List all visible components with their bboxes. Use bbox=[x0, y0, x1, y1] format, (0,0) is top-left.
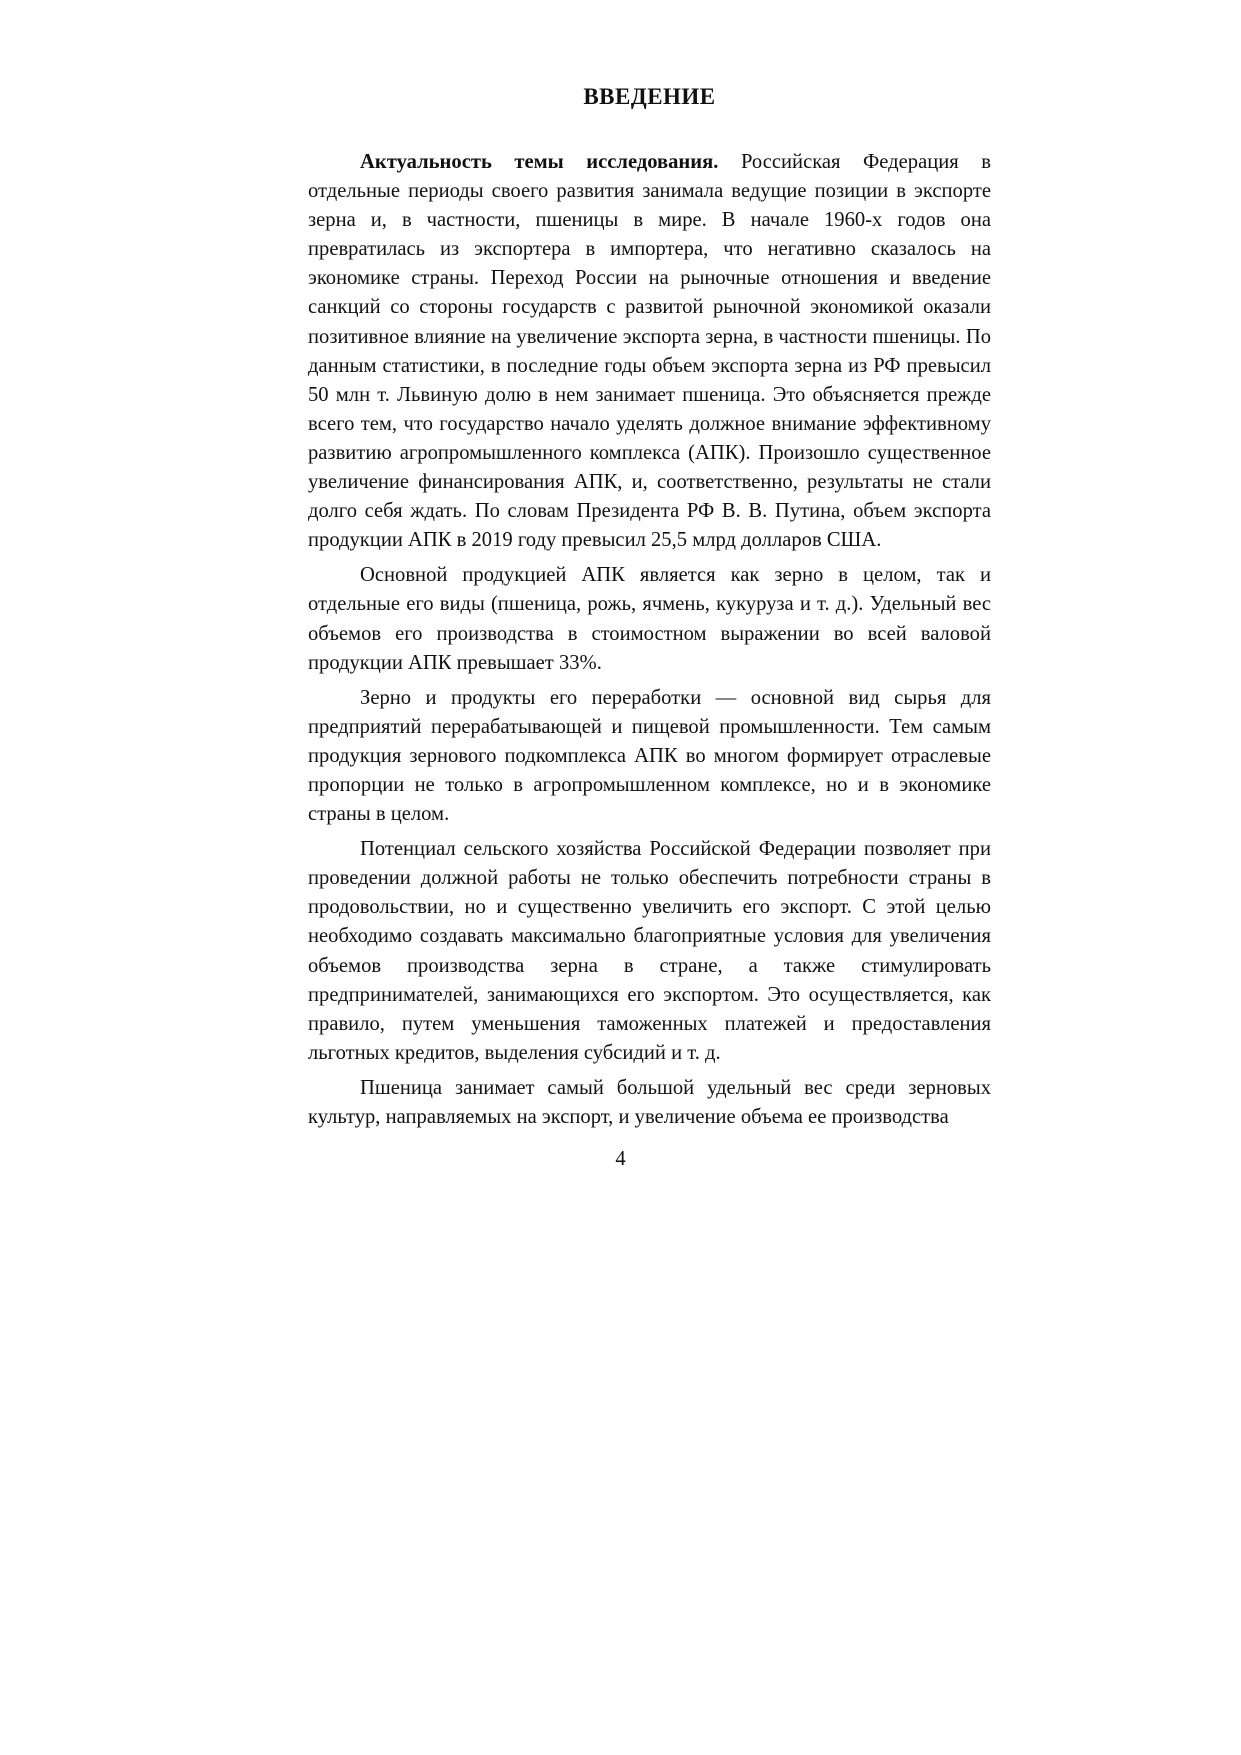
paragraph-relevance bbox=[308, 148, 991, 555]
paragraph-main-products: Основной продукцией АПК является как зерно в целом, так и отдельные его виды (пшеница, рожь, ячмень, кукуруза и т. д.). Удельный вес объемов его производства в стоимостном выражении во всей валовой продукции АПК превышает 33%. bbox=[308, 564, 991, 674]
paragraph-text: Российская Федерация в отдельные периоды своего развития занимала ведущие позиции в экспорте зерна и, в частности, пшеницы в мире. В начале 1960-х годов она превратилась из экспортера в импортера, что негативно сказалось на экономике страны. Переход России на рыночные отношения и введение санкций со стороны государств с развитой рыночной экономикой оказали позитивное влияние на увеличение экспорта зерна, в частности пшеницы. По данным статистики, в последние годы объем экспорта зерна из РФ превысил 50 млн т. Львиную долю в нем занимает пшеница. Это объясняется прежде всего тем, что государство начало уделять должное внимание эффективному развитию агропромышленного комплекса (АПК). Произошло существенное увеличение финансирования АПК, и, соответственно, результаты не стали долго себя ждать. По словам Президента РФ В. В. Путина, объем экспорта продукции АПК в 2019 году превысил 25,5 млрд долларов США. bbox=[308, 151, 991, 552]
paragraph-lead: Актуальность темы исследования. bbox=[360, 151, 719, 173]
section-heading: ВВЕДЕНИЕ bbox=[583, 84, 716, 109]
paragraph-agriculture-potential: Потенциал сельского хозяйства Российской Федерации позволяет при проведении должной работы не только обеспечить потребности страны в продовольствии, но и существенно увеличить его экспорт. С этой целью необходимо создавать максимально благоприятные условия для увеличения объемов производства зерна в стране, а также стимулировать предпринимателей, занимающихся его экспортом. Это осуществляется, как правило, путем уменьшения таможенных платежей и предоставления льготных кредитов, выделения субсидий и т. д. bbox=[308, 838, 991, 1064]
document-page bbox=[308, 70, 991, 1138]
paragraph-wheat: Пшеница занимает самый большой удельный вес среди зерновых культур, направляемых на экспорт, и увеличение объема ее производства bbox=[308, 1076, 991, 1128]
page-number: 4 bbox=[615, 1148, 626, 1170]
paragraph-grain-processing: Зерно и продукты его переработки — основной вид сырья для предприятий перерабатывающей и пищевой промышленности. Тем самым продукция зернового подкомплекса АПК во многом формирует отраслевые пропорции не только в агропромышленном комплексе, но и в экономике страны в целом. bbox=[308, 686, 991, 826]
